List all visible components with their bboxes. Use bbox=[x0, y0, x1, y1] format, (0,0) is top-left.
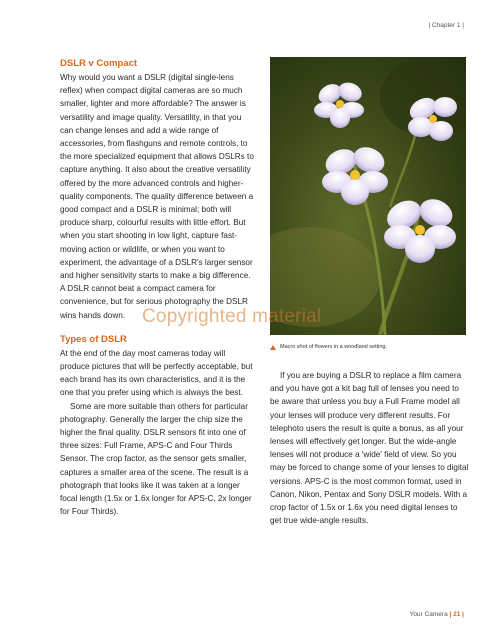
left-column bbox=[60, 58, 255, 519]
section-heading-dslr-v-compact: DSLR v Compact bbox=[60, 58, 138, 69]
body-paragraph: At the end of the day most cameras today will produce pictures that will be perfectly acceptable, but each brand has its own characteristics, and it is the one that you prefer using which is always the best. bbox=[60, 348, 253, 398]
caption-triangle-icon bbox=[270, 345, 276, 350]
page-footer bbox=[410, 611, 464, 618]
photo-caption bbox=[270, 344, 470, 350]
section-heading-types-of-dslr: Types of DSLR bbox=[60, 333, 127, 345]
body-paragraph: Some are more suitable than others for particular photography. Generally the larger the chip size the higher the final quality. DSLR sensors fit into one of three sizes: Full Frame, APS-C and Four Thirds Sensor. The crop factor, as the sensor gets smaller, captures a smaller area of the scene. The result is a photograph that looks like it was taken at a longer focal length (1.5x or 1.6x longer for APS-C, 2x longer for Four Thirds). bbox=[60, 401, 252, 517]
copyright-watermark: Copyrighted material bbox=[142, 306, 322, 327]
page-number: | 21 | bbox=[449, 611, 464, 618]
body-paragraph: Why would you want a DSLR (digital single-lens reflex) when compact digital cameras are so much smaller, lighter and more affordable? The answer is versatility and image quality. Versatility, in that you can change lenses and add a wide range of accessories, from flashguns and remote controls, to the more specialized equipment that allows DSLRs to capture anything. It also about the creative versatility offered by the more advanced controls and higher-quality components. The quality difference between a good compact and a DSLR is minimal; both will produce sharp, colourful results with little effort. But when you start shooting in low light, capture fast-moving action or wildlife, or when you want to experiment, the advantage of a DSLR's larger sensor and higher sensitivity starts to make a big difference. A DSLR cannot beat a compact camera for convenience, but for serious photography the DSLR wins hands down. bbox=[60, 73, 254, 320]
flower-photo bbox=[270, 57, 466, 335]
caption-text: Macro shot of flowers in a woodland setting. bbox=[280, 344, 388, 350]
footer-section-name: Your Camera bbox=[409, 611, 448, 618]
right-column bbox=[270, 369, 470, 527]
running-head: | Chapter 1 | bbox=[428, 22, 464, 29]
body-paragraph: If you are buying a DSLR to replace a film camera and you have got a kit bag full of lenses you need to be aware that unless you buy a Full Frame model all your lenses will produce very different results. For telephoto users the result is quite a bonus, as all your lenses will effectively get longer. But the wide-angle lenses will not produce a 'wide' field of view. So you may be forced to change some of your lenses to digital versions. APS-C is the most common format, used in Canon, Nikon, Pentax and Sony DSLR models. With a crop factor of 1.5x or 1.6x you need digital lenses to get true wide-angle results. bbox=[270, 371, 469, 526]
